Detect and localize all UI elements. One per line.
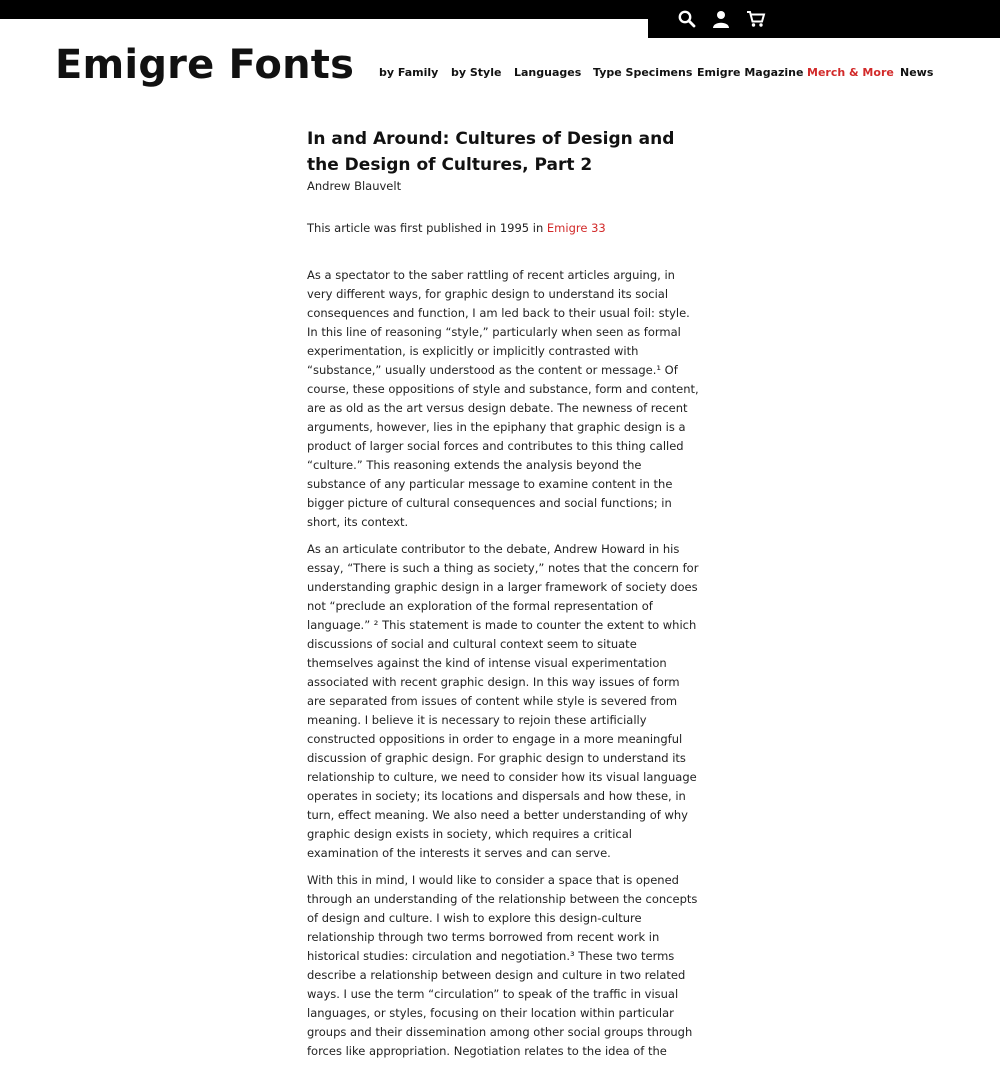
site-logo[interactable]: Emigre Fonts [55, 42, 355, 88]
search-icon[interactable] [676, 8, 698, 30]
utility-bar [648, 0, 1000, 38]
article-paragraph: As a spectator to the saber rattling of recent articles arguing, in very different ways, for graphic design to understand its social consequences and function, I am led back to their usual foil: style. In this line of reasoning “style,” particularly when seen as formal experimentation, is explicitly or implicitly contrasted with “substance,” usually understood as the content or message.¹ Of course, these oppositions of style and substance, form and content, are as old as the art versus design debate. The newness of recent arguments, however, lies in the epiphany that graphic design is a product of larger social forces and contributes to this thing called “culture.” This reasoning extends the analysis beyond the substance of any particular message to examine content in the bigger picture of cultural consequences and social functions; in short, its context. [307, 268, 699, 529]
nav-by-family[interactable]: by Family [379, 66, 439, 79]
nav-merch-and-more[interactable]: Merch & More [807, 66, 894, 79]
article-title: In and Around: Cultures of Design and the Design of Cultures, Part 2 [307, 129, 675, 175]
main-nav [0, 66, 1000, 82]
article-paragraph: As an articulate contributor to the debate, Andrew Howard in his essay, “There is such a thing as society,” notes that the concern for understanding graphic design in a larger framework of society does not “preclude an exploration of the formal representation of language.” ² This statement is made to counter the extent to which discussions of social and cultural context seem to situate themselves against the kind of intense visual experimentation associated with recent graphic design. In this way issues of form are separated from issues of content while style is severed from meaning. I believe it is necessary to rejoin these artificially constructed oppositions in order to engage in a more meaningful discussion of graphic design. For graphic design to understand its relationship to culture, we need to consider how its visual language operates in society; its locations and dispersals and how these, in turn, effect meaning. We also need a better understanding of why graphic design exists in society, which requires a critical examination of the interests it serves and can serve. [307, 542, 699, 860]
publication-note-text: This article was first published in 1995 in [307, 221, 547, 235]
article-author: Andrew Blauvelt [307, 179, 402, 193]
publication-note [307, 220, 699, 236]
nav-emigre-magazine[interactable]: Emigre Magazine [697, 66, 804, 79]
nav-by-style[interactable]: by Style [451, 66, 502, 79]
article [307, 126, 699, 1069]
nav-languages[interactable]: Languages [514, 66, 582, 79]
nav-news[interactable]: News [900, 66, 934, 79]
nav-type-specimens[interactable]: Type Specimens [593, 66, 693, 79]
article-paragraph: With this in mind, I would like to consider a space that is opened through an understanding of the relationship between the concepts of design and culture. I wish to explore this design-culture relationship through two terms borrowed from recent work in historical studies: circulation and negotiation.³ These two terms describe a relationship between design and culture in two related ways. I use the term “circulation” to speak of the traffic in visual languages, or styles, focusing on their location within particular groups and their dissemination among other social groups through forces like appropriation. Negotiation relates to the idea of the [307, 873, 698, 1058]
emigre-33-link[interactable]: Emigre 33 [546, 221, 606, 235]
cart-icon[interactable] [745, 8, 767, 30]
account-icon[interactable] [710, 8, 732, 30]
top-bar-strip [0, 0, 648, 19]
